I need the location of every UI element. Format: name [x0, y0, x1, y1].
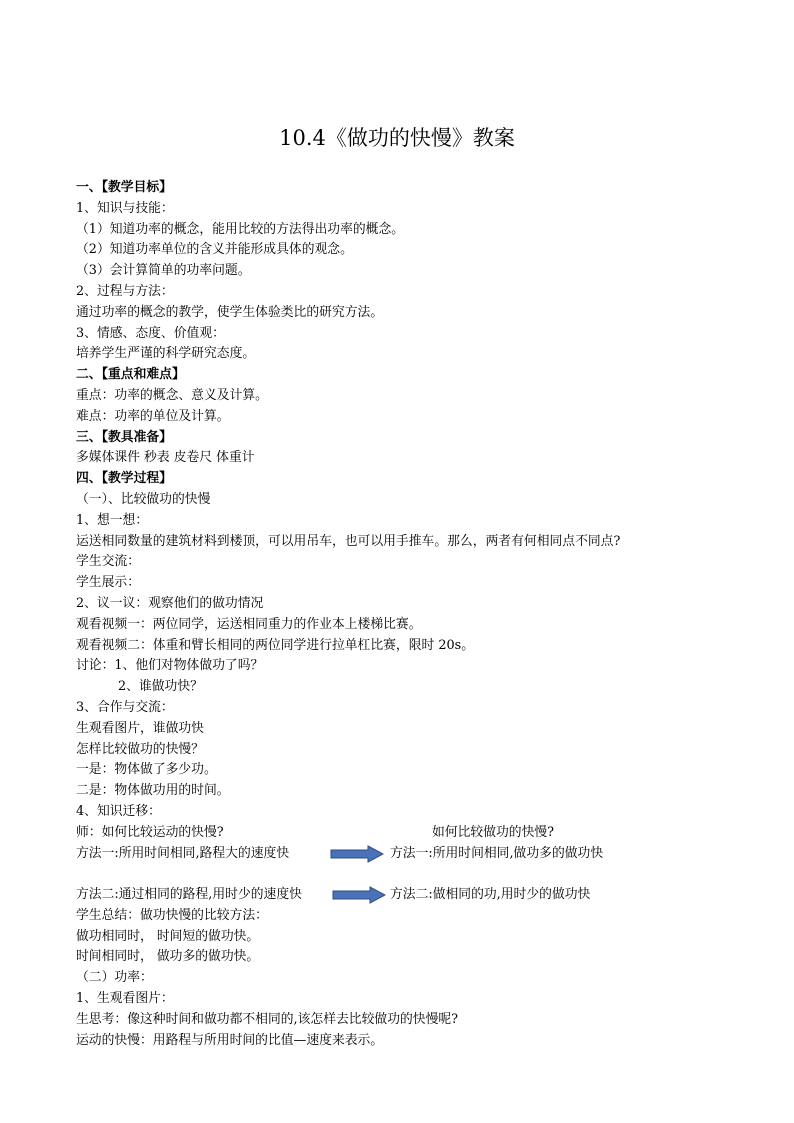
lesson-body	[76, 178, 756, 1051]
page-title: 10.4《做功的快慢》教案	[279, 126, 515, 150]
text-line: 方法一:所用时间相同,路程大的速度快	[76, 845, 290, 861]
text-line: 通过功率的概念的教学，使学生体验类比的研究方法。	[76, 304, 384, 320]
text-line: 观看视频一：两位同学，运送相同重力的作业本上楼梯比赛。	[76, 616, 422, 632]
text-line: 培养学生严谨的科学研究态度。	[76, 346, 256, 362]
text-line: 多媒体课件 秒表 皮卷尺 体重计	[76, 450, 255, 466]
text-line: 运送相同数量的建筑材料到楼顶，可以用吊车，也可以用手推车。那么，两者有何相同点不同点?	[76, 533, 621, 549]
text-line: 难点：功率的单位及计算。	[76, 408, 230, 424]
text-line: 一是：物体做了多少功。	[76, 762, 217, 778]
text-line: 学生展示：	[76, 575, 140, 591]
text-line: 运动的快慢：用路程与所用时间的比值—速度来表示。	[76, 1032, 384, 1048]
text-line: 2、谁做功快？	[118, 679, 203, 695]
text-line: 重点：功率的概念、意义及计算。	[76, 387, 268, 403]
text-line: 2、过程与方法：	[76, 283, 174, 299]
text-line: 方法一:所用时间相同,做功多的做功快	[390, 845, 604, 861]
text-line: 二是：物体做功用的时间。	[76, 783, 230, 799]
section-heading-materials: 三、【教具准备】	[76, 429, 172, 445]
text-line: （1）知道功率的概念，能用比较的方法得出功率的概念。	[76, 221, 405, 237]
text-line: 生思考：像这种时间和做功都不相同的,该怎样去比较做功的快慢呢?	[76, 1011, 459, 1027]
text-line: （2）知道功率单位的含义并能形成具体的观念。	[76, 242, 353, 258]
text-line: 学生总结：做功快慢的比较方法：	[76, 907, 268, 923]
text-line: 1、想一想：	[76, 512, 149, 528]
text-line: 1、知识与技能：	[76, 200, 174, 216]
text-line: 3、合作与交流：	[76, 699, 174, 715]
text-line: 方法二:做相同的功,用时少的做功快	[390, 887, 591, 903]
text-line: 学生交流：	[76, 554, 140, 570]
text-line: 如何比较做功的快慢?	[432, 824, 555, 840]
text-line: 1、生观看图片：	[76, 991, 174, 1007]
text-line: 3、情感、态度、价值观：	[76, 325, 225, 341]
right-arrow-icon	[332, 886, 386, 904]
right-arrow-icon	[330, 845, 384, 863]
text-line: 生观看图片，谁做功快	[76, 720, 204, 736]
section-heading-process: 四、【教学过程】	[76, 471, 172, 487]
text-line: （一）、比较做功的快慢	[76, 491, 211, 507]
text-line: 方法二:通过相同的路程,用时少的速度快	[76, 887, 302, 903]
text-line: 师：如何比较运动的快慢?	[76, 824, 224, 840]
text-line: 2、议一议：观察他们的做功情况	[76, 595, 264, 611]
text-line: 怎样比较做功的快慢？	[76, 741, 204, 757]
comparison-row-method-one	[76, 844, 756, 865]
text-line: 做功相同时， 时间短的做功快。	[76, 928, 260, 944]
comparison-header-row	[76, 823, 756, 844]
section-heading-objectives: 一、【教学目标】	[76, 180, 172, 195]
comparison-row-method-two	[76, 885, 756, 906]
text-line: 观看视频二：体重和臂长相同的两位同学进行拉单杠比赛，限时 20s。	[76, 637, 475, 653]
text-line: （二）功率：	[76, 970, 153, 986]
text-line: 讨论：1、他们对物体做功了吗？	[76, 658, 264, 674]
text-line: 4、知识迁移：	[76, 803, 161, 819]
section-heading-key-points: 二、【重点和难点】	[76, 367, 185, 383]
text-line: 时间相同时， 做功多的做功快。	[76, 949, 260, 965]
text-line: （3）会计算简单的功率问题。	[76, 263, 251, 279]
